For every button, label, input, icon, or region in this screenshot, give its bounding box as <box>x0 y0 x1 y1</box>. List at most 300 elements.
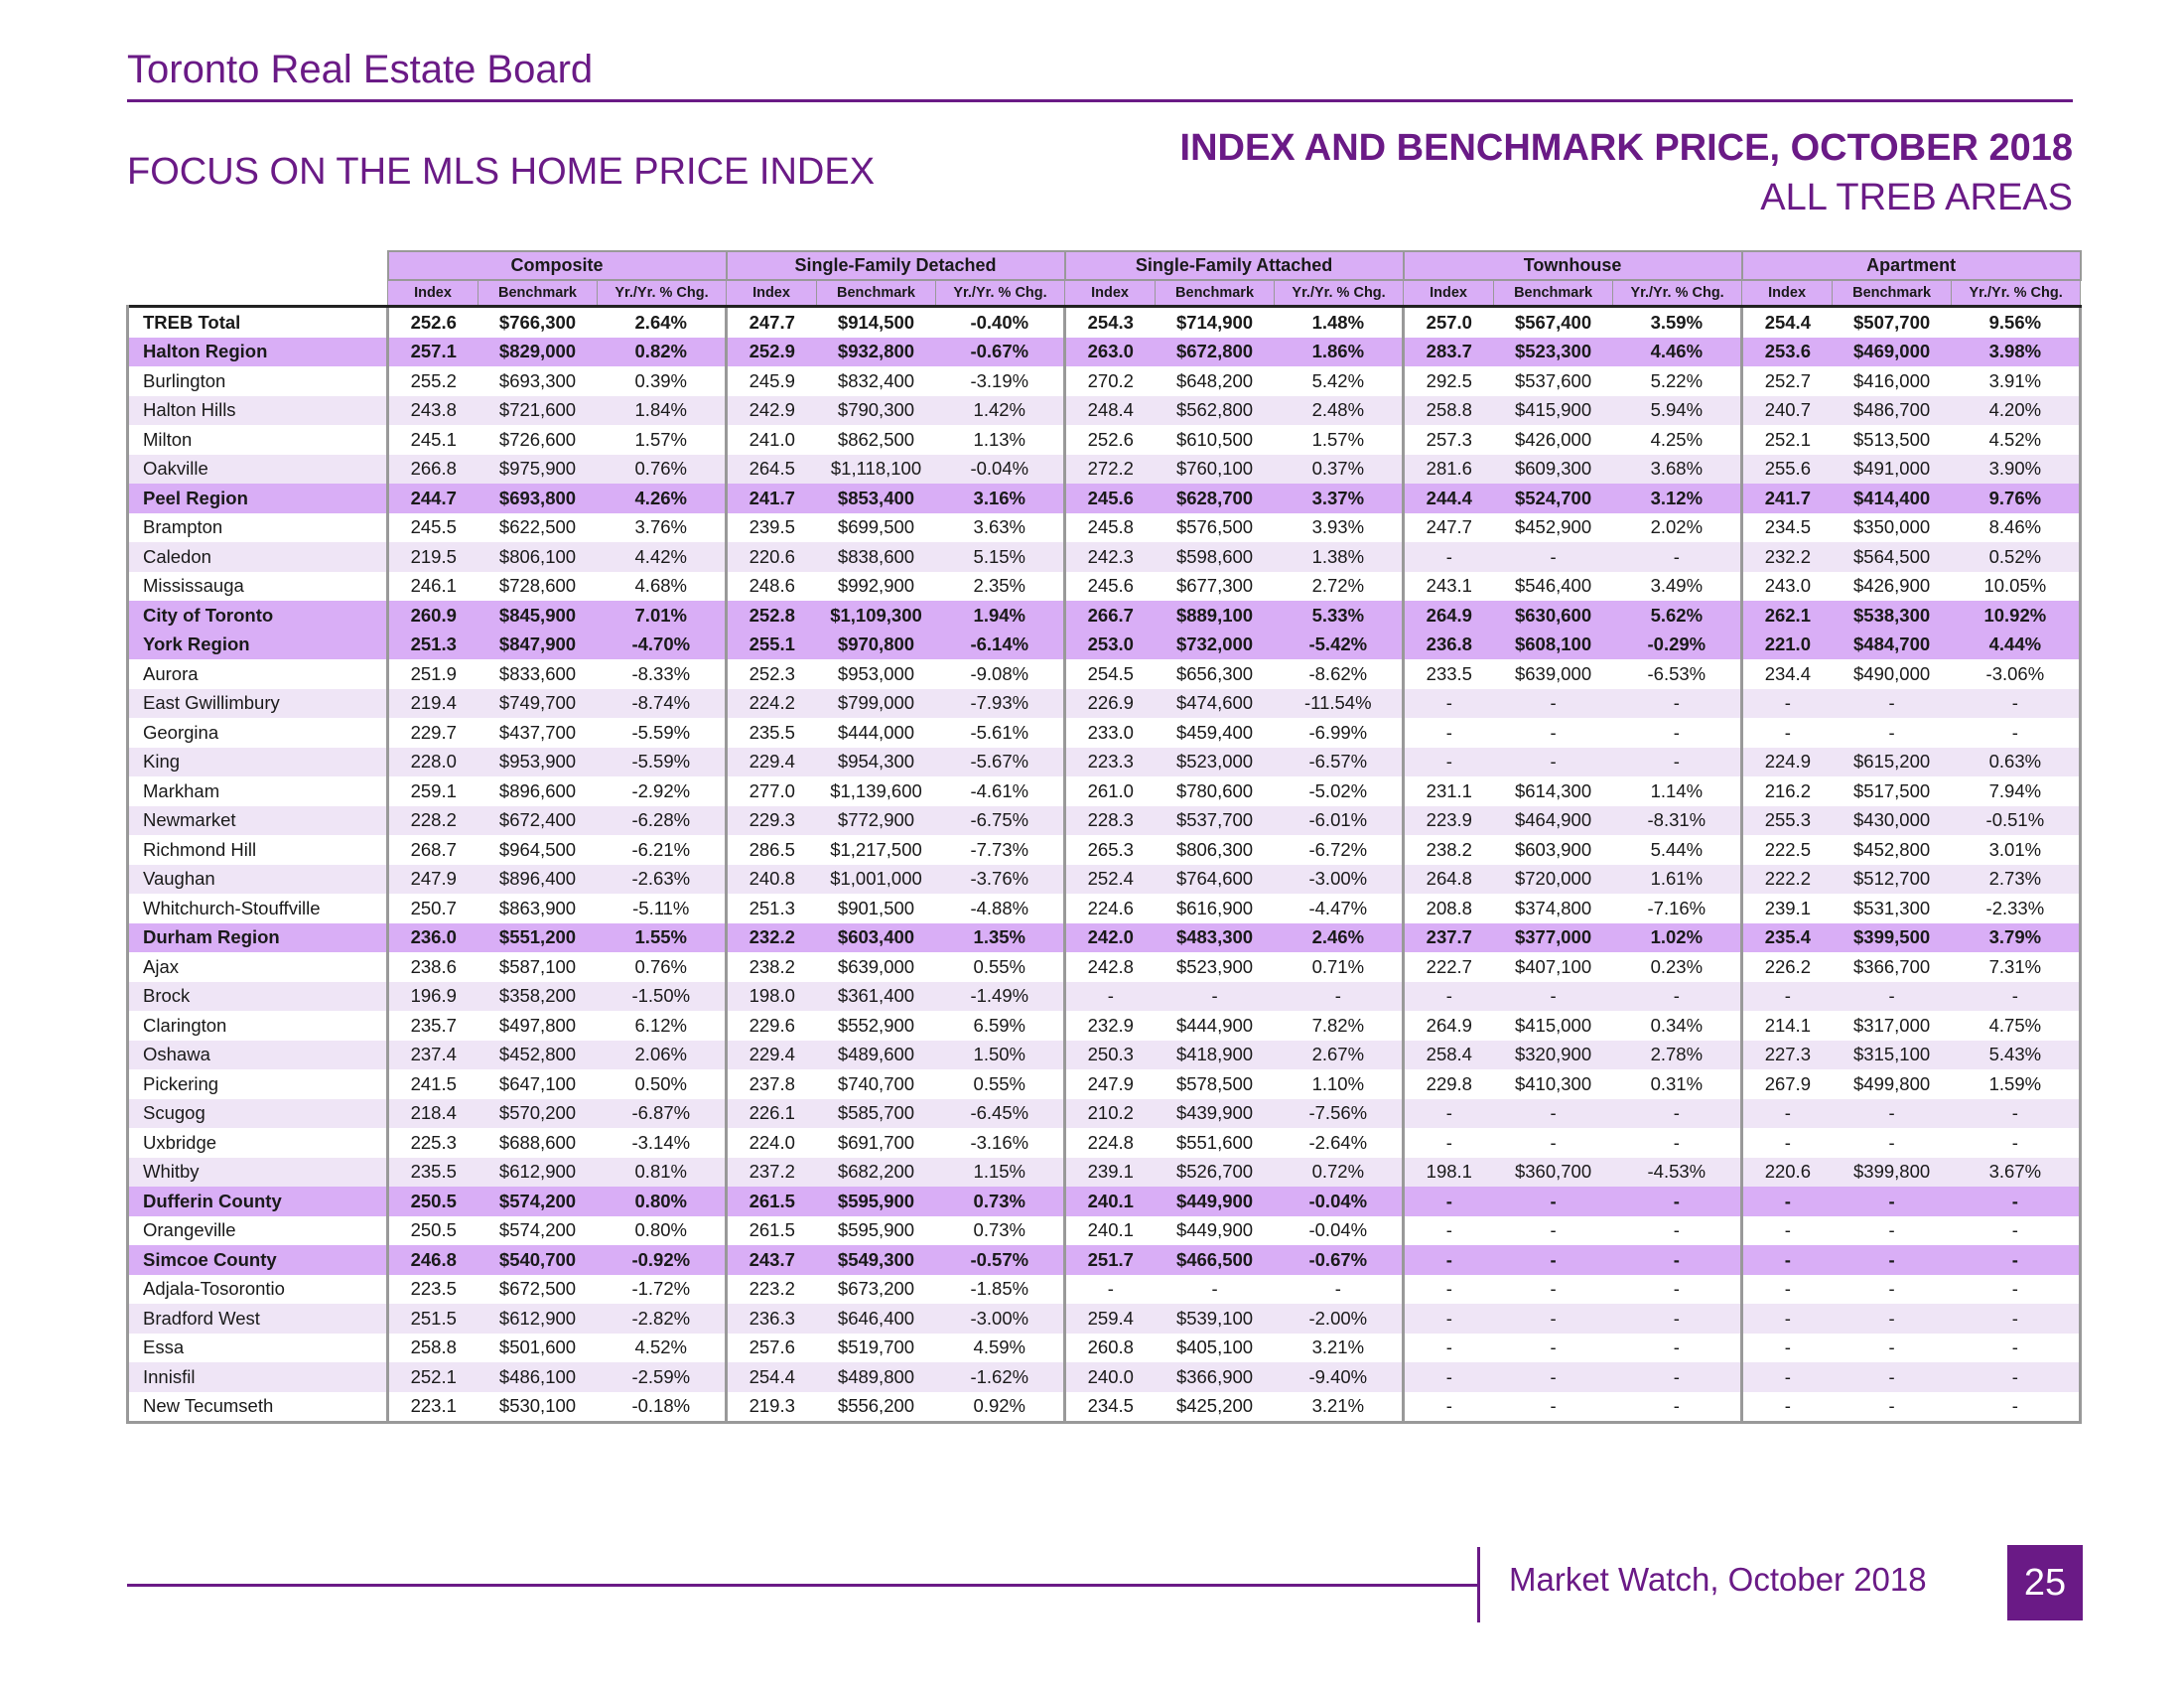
table-cell: $489,600 <box>817 1041 936 1070</box>
table-cell: $526,700 <box>1156 1158 1275 1188</box>
table-cell: 245.1 <box>388 425 478 455</box>
table-cell: -1.62% <box>936 1362 1065 1392</box>
table-cell: -3.00% <box>1275 865 1404 895</box>
table-cell: $964,500 <box>478 835 598 865</box>
table-cell: $970,800 <box>817 631 936 660</box>
group-header: Single-Family Detached <box>727 251 1065 280</box>
table-cell: -4.53% <box>1613 1158 1742 1188</box>
table-cell: 2.06% <box>598 1041 727 1070</box>
table-cell: - <box>1742 1216 1833 1246</box>
table-cell: -2.63% <box>598 865 727 895</box>
table-cell: - <box>1613 1362 1742 1392</box>
table-row <box>128 1275 2081 1305</box>
table-cell: 229.4 <box>727 748 817 777</box>
table-cell: $595,900 <box>817 1216 936 1246</box>
table-cell: -3.16% <box>936 1128 1065 1158</box>
table-cell: $612,900 <box>478 1158 598 1188</box>
table-cell: - <box>1494 1275 1613 1305</box>
table-cell: $672,800 <box>1156 338 1275 367</box>
table-cell: - <box>1742 1275 1833 1305</box>
table-cell: 270.2 <box>1065 366 1156 396</box>
table-cell: $551,200 <box>478 923 598 953</box>
table-cell: $486,100 <box>478 1362 598 1392</box>
table-cell: 210.2 <box>1065 1099 1156 1129</box>
table-cell: $449,900 <box>1156 1187 1275 1216</box>
table-cell: 2.72% <box>1275 572 1404 602</box>
region-row <box>128 923 2081 953</box>
table-cell: $780,600 <box>1156 776 1275 806</box>
table-cell: 243.1 <box>1404 572 1494 602</box>
table-row <box>128 1069 2081 1099</box>
column-header: Index <box>1404 280 1494 307</box>
table-cell: -0.57% <box>936 1245 1065 1275</box>
table-cell: $574,200 <box>478 1216 598 1246</box>
area-name: Georgina <box>128 718 388 748</box>
table-cell: - <box>1613 1304 1742 1334</box>
table-row <box>128 982 2081 1012</box>
table-cell: $537,600 <box>1494 366 1613 396</box>
report-title: INDEX AND BENCHMARK PRICE, OCTOBER 2018 <box>1179 127 2073 169</box>
table-cell: $648,200 <box>1156 366 1275 396</box>
table-cell: $361,400 <box>817 982 936 1012</box>
table-row <box>128 1334 2081 1363</box>
table-cell: 3.63% <box>936 513 1065 543</box>
table-cell: 1.61% <box>1613 865 1742 895</box>
table-cell: 266.8 <box>388 455 478 485</box>
table-cell: $466,500 <box>1156 1245 1275 1275</box>
table-cell: $732,000 <box>1156 631 1275 660</box>
table-cell: -3.76% <box>936 865 1065 895</box>
table-cell: 244.4 <box>1404 484 1494 513</box>
table-cell: $760,100 <box>1156 455 1275 485</box>
area-name: Innisfil <box>128 1362 388 1392</box>
table-cell: 224.6 <box>1065 894 1156 923</box>
table-cell: $399,800 <box>1833 1158 1952 1188</box>
table-cell: 3.59% <box>1613 307 1742 338</box>
table-cell: $603,400 <box>817 923 936 953</box>
table-cell: -1.49% <box>936 982 1065 1012</box>
table-cell: 283.7 <box>1404 338 1494 367</box>
table-cell: $512,700 <box>1833 865 1952 895</box>
table-cell: - <box>1833 1099 1952 1129</box>
table-row <box>128 748 2081 777</box>
table-cell: 257.3 <box>1404 425 1494 455</box>
table-cell: 3.68% <box>1613 455 1742 485</box>
table-cell: -3.06% <box>1952 659 2081 689</box>
table-cell: 252.3 <box>727 659 817 689</box>
table-cell: 5.33% <box>1275 601 1404 631</box>
table-cell: - <box>1952 1099 2081 1129</box>
table-cell: 267.9 <box>1742 1069 1833 1099</box>
table-cell: - <box>1742 1362 1833 1392</box>
area-name: Halton Region <box>128 338 388 367</box>
table-cell: $975,900 <box>478 455 598 485</box>
column-header: Benchmark <box>817 280 936 307</box>
table-cell: $699,500 <box>817 513 936 543</box>
table-cell: - <box>1742 718 1833 748</box>
table-cell: 222.2 <box>1742 865 1833 895</box>
table-cell: -4.47% <box>1275 894 1404 923</box>
column-header: Benchmark <box>1156 280 1275 307</box>
table-cell: - <box>1494 1362 1613 1392</box>
table-cell: - <box>1613 1187 1742 1216</box>
publication-name: Market Watch, October 2018 <box>1509 1561 1927 1598</box>
table-cell: 264.5 <box>727 455 817 485</box>
table-cell: 219.5 <box>388 542 478 572</box>
table-cell: 245.8 <box>1065 513 1156 543</box>
table-cell: 10.05% <box>1952 572 2081 602</box>
table-cell: $360,700 <box>1494 1158 1613 1188</box>
table-cell: 0.82% <box>598 338 727 367</box>
table-cell: - <box>1404 1128 1494 1158</box>
table-cell: 258.4 <box>1404 1041 1494 1070</box>
table-row <box>128 1011 2081 1041</box>
table-cell: $863,900 <box>478 894 598 923</box>
area-name: Uxbridge <box>128 1128 388 1158</box>
table-cell: 3.98% <box>1952 338 2081 367</box>
table-cell: 252.7 <box>1742 366 1833 396</box>
table-cell: $562,800 <box>1156 396 1275 426</box>
table-cell: 239.1 <box>1065 1158 1156 1188</box>
table-cell: $1,139,600 <box>817 776 936 806</box>
table-cell: $551,600 <box>1156 1128 1275 1158</box>
table-cell: - <box>1156 982 1275 1012</box>
price-index-table <box>126 250 2082 1424</box>
area-name: Ajax <box>128 952 388 982</box>
table-cell: 219.4 <box>388 689 478 719</box>
table-cell: $320,900 <box>1494 1041 1613 1070</box>
table-cell: -8.33% <box>598 659 727 689</box>
table-cell: $537,700 <box>1156 806 1275 836</box>
table-cell: $691,700 <box>817 1128 936 1158</box>
group-header: Townhouse <box>1404 251 1742 280</box>
table-cell: - <box>1494 1187 1613 1216</box>
area-name: Clarington <box>128 1011 388 1041</box>
table-cell: $426,000 <box>1494 425 1613 455</box>
table-cell: 5.62% <box>1613 601 1742 631</box>
table-cell: - <box>1613 1099 1742 1129</box>
table-cell: 2.48% <box>1275 396 1404 426</box>
table-cell: 2.35% <box>936 572 1065 602</box>
table-cell: 248.6 <box>727 572 817 602</box>
table-cell: - <box>1613 748 1742 777</box>
table-cell: $524,700 <box>1494 484 1613 513</box>
table-cell: -0.40% <box>936 307 1065 338</box>
table-cell: $714,900 <box>1156 307 1275 338</box>
table-cell: $646,400 <box>817 1304 936 1334</box>
table-cell: - <box>1613 1245 1742 1275</box>
table-cell: 251.9 <box>388 659 478 689</box>
table-cell: 0.52% <box>1952 542 2081 572</box>
table-cell: 247.7 <box>1404 513 1494 543</box>
table-cell: $415,900 <box>1494 396 1613 426</box>
table-cell: 198.1 <box>1404 1158 1494 1188</box>
table-cell: $587,100 <box>478 952 598 982</box>
table-cell: 240.0 <box>1065 1362 1156 1392</box>
table-cell: $766,300 <box>478 307 598 338</box>
table-cell: $501,600 <box>478 1334 598 1363</box>
table-cell: 228.2 <box>388 806 478 836</box>
table-row <box>128 1392 2081 1423</box>
table-cell: 9.76% <box>1952 484 2081 513</box>
table-cell: $425,200 <box>1156 1392 1275 1423</box>
table-cell: 242.0 <box>1065 923 1156 953</box>
table-cell: 6.59% <box>936 1011 1065 1041</box>
table-cell: 7.94% <box>1952 776 2081 806</box>
table-cell: 196.9 <box>388 982 478 1012</box>
table-cell: 1.15% <box>936 1158 1065 1188</box>
table-cell: $749,700 <box>478 689 598 719</box>
table-cell: -5.61% <box>936 718 1065 748</box>
table-cell: $484,700 <box>1833 631 1952 660</box>
table-cell: -2.00% <box>1275 1304 1404 1334</box>
table-cell: 224.2 <box>727 689 817 719</box>
table-cell: $853,400 <box>817 484 936 513</box>
table-cell: 224.0 <box>727 1128 817 1158</box>
area-name: City of Toronto <box>128 601 388 631</box>
table-cell: $889,100 <box>1156 601 1275 631</box>
table-cell: $953,000 <box>817 659 936 689</box>
table-cell: 1.48% <box>1275 307 1404 338</box>
table-cell: $639,000 <box>1494 659 1613 689</box>
table-cell: $1,001,000 <box>817 865 936 895</box>
table-row <box>128 952 2081 982</box>
table-cell: - <box>1742 1392 1833 1423</box>
table-cell: 222.5 <box>1742 835 1833 865</box>
table-row <box>128 425 2081 455</box>
table-cell: 247.7 <box>727 307 817 338</box>
table-cell: 255.3 <box>1742 806 1833 836</box>
table-cell: 228.0 <box>388 748 478 777</box>
table-row <box>128 718 2081 748</box>
table-cell: 4.20% <box>1952 396 2081 426</box>
table-cell: 0.39% <box>598 366 727 396</box>
table-cell: -8.31% <box>1613 806 1742 836</box>
area-name: Orangeville <box>128 1216 388 1246</box>
table-cell: 243.8 <box>388 396 478 426</box>
table-cell: 261.0 <box>1065 776 1156 806</box>
table-cell: $612,900 <box>478 1304 598 1334</box>
table-cell: -4.70% <box>598 631 727 660</box>
area-name: Brampton <box>128 513 388 543</box>
table-cell: 242.9 <box>727 396 817 426</box>
table-cell: - <box>1833 1245 1952 1275</box>
table-cell: - <box>1494 689 1613 719</box>
table-cell: $932,800 <box>817 338 936 367</box>
table-cell: 4.26% <box>598 484 727 513</box>
table-cell: - <box>1833 689 1952 719</box>
table-cell: - <box>1952 1334 2081 1363</box>
table-cell: 244.7 <box>388 484 478 513</box>
table-cell: 243.0 <box>1742 572 1833 602</box>
table-cell: 2.02% <box>1613 513 1742 543</box>
table-cell: -0.04% <box>1275 1216 1404 1246</box>
table-cell: - <box>1833 982 1952 1012</box>
table-cell: $556,200 <box>817 1392 936 1423</box>
table-cell: - <box>1404 1304 1494 1334</box>
table-cell: 1.35% <box>936 923 1065 953</box>
table-cell: - <box>1494 1304 1613 1334</box>
table-cell: $531,300 <box>1833 894 1952 923</box>
table-cell: $358,200 <box>478 982 598 1012</box>
area-name: Vaughan <box>128 865 388 895</box>
table-cell: 261.5 <box>727 1216 817 1246</box>
column-header: Yr./Yr. % Chg. <box>936 280 1065 307</box>
region-row <box>128 1187 2081 1216</box>
table-cell: 3.76% <box>598 513 727 543</box>
table-cell: $677,300 <box>1156 572 1275 602</box>
table-cell: -6.45% <box>936 1099 1065 1129</box>
table-cell: 0.80% <box>598 1187 727 1216</box>
table-cell: 3.67% <box>1952 1158 2081 1188</box>
table-cell: $610,500 <box>1156 425 1275 455</box>
table-cell: - <box>1613 1392 1742 1423</box>
table-cell: 3.49% <box>1613 572 1742 602</box>
table-cell: 5.44% <box>1613 835 1742 865</box>
table-cell: 240.7 <box>1742 396 1833 426</box>
table-cell: $672,400 <box>478 806 598 836</box>
table-cell: 233.0 <box>1065 718 1156 748</box>
table-cell: - <box>1404 689 1494 719</box>
table-cell: 219.3 <box>727 1392 817 1423</box>
table-cell: 4.52% <box>598 1334 727 1363</box>
area-name: Pickering <box>128 1069 388 1099</box>
footer-rule <box>127 1584 1479 1587</box>
table-cell: $464,900 <box>1494 806 1613 836</box>
table-cell: - <box>1742 1187 1833 1216</box>
area-name: Oakville <box>128 455 388 485</box>
table-cell: 255.2 <box>388 366 478 396</box>
table-cell: 227.3 <box>1742 1041 1833 1070</box>
table-cell: 268.7 <box>388 835 478 865</box>
table-cell: 237.4 <box>388 1041 478 1070</box>
table-cell: 237.8 <box>727 1069 817 1099</box>
table-cell: - <box>1952 718 2081 748</box>
table-cell: 254.4 <box>727 1362 817 1392</box>
table-cell: - <box>1613 1216 1742 1246</box>
table-cell: 4.42% <box>598 542 727 572</box>
table-cell: 0.55% <box>936 952 1065 982</box>
table-cell: 223.3 <box>1065 748 1156 777</box>
table-cell: 232.2 <box>1742 542 1833 572</box>
table-cell: 4.75% <box>1952 1011 2081 1041</box>
table-cell: - <box>1952 689 2081 719</box>
table-cell: 251.3 <box>727 894 817 923</box>
table-cell: $315,100 <box>1833 1041 1952 1070</box>
table-cell: $452,800 <box>1833 835 1952 865</box>
table-cell: $517,500 <box>1833 776 1952 806</box>
group-header-row <box>128 251 2081 280</box>
table-cell: - <box>1952 1216 2081 1246</box>
table-cell: - <box>1952 1187 2081 1216</box>
area-name: Newmarket <box>128 806 388 836</box>
table-cell: 252.9 <box>727 338 817 367</box>
table-cell: -0.18% <box>598 1392 727 1423</box>
table-cell: 1.42% <box>936 396 1065 426</box>
column-header: Index <box>727 280 817 307</box>
table-cell: 238.2 <box>1404 835 1494 865</box>
table-cell: $523,000 <box>1156 748 1275 777</box>
table-cell: 265.3 <box>1065 835 1156 865</box>
column-header: Index <box>1065 280 1156 307</box>
table-cell: 250.5 <box>388 1187 478 1216</box>
area-name: York Region <box>128 631 388 660</box>
table-cell: - <box>1404 748 1494 777</box>
table-cell: 1.84% <box>598 396 727 426</box>
table-cell: -5.42% <box>1275 631 1404 660</box>
table-cell: 242.8 <box>1065 952 1156 982</box>
table-cell: $615,200 <box>1833 748 1952 777</box>
table-cell: - <box>1494 1334 1613 1363</box>
table-cell: - <box>1494 1128 1613 1158</box>
table-cell: - <box>1952 1275 2081 1305</box>
table-cell: -11.54% <box>1275 689 1404 719</box>
table-cell: - <box>1494 1392 1613 1423</box>
table-cell: $721,600 <box>478 396 598 426</box>
table-cell: 4.68% <box>598 572 727 602</box>
table-cell: 241.7 <box>1742 484 1833 513</box>
region-row <box>128 631 2081 660</box>
table-cell: -1.72% <box>598 1275 727 1305</box>
table-cell: 3.93% <box>1275 513 1404 543</box>
table-cell: $439,900 <box>1156 1099 1275 1129</box>
table-cell: -6.99% <box>1275 718 1404 748</box>
area-name: Peel Region <box>128 484 388 513</box>
table-cell: 0.73% <box>936 1187 1065 1216</box>
table-cell: $1,118,100 <box>817 455 936 485</box>
table-cell: $483,300 <box>1156 923 1275 953</box>
table-cell: -0.67% <box>936 338 1065 367</box>
table-cell: 5.22% <box>1613 366 1742 396</box>
table-cell: 5.42% <box>1275 366 1404 396</box>
column-header: Yr./Yr. % Chg. <box>1952 280 2081 307</box>
table-cell: -6.57% <box>1275 748 1404 777</box>
column-header: Benchmark <box>1494 280 1613 307</box>
area-name: Oshawa <box>128 1041 388 1070</box>
table-cell: 236.8 <box>1404 631 1494 660</box>
table-cell: 1.14% <box>1613 776 1742 806</box>
table-cell: 3.21% <box>1275 1392 1404 1423</box>
table-cell: 220.6 <box>1742 1158 1833 1188</box>
header-rule <box>127 99 2073 102</box>
table-cell: 266.7 <box>1065 601 1156 631</box>
table-cell: 238.2 <box>727 952 817 982</box>
area-name: King <box>128 748 388 777</box>
table-cell: $410,300 <box>1494 1069 1613 1099</box>
table-cell: $513,500 <box>1833 425 1952 455</box>
table-cell: 0.31% <box>1613 1069 1742 1099</box>
table-cell: -9.40% <box>1275 1362 1404 1392</box>
table-cell: - <box>1613 1334 1742 1363</box>
table-cell: $832,400 <box>817 366 936 396</box>
table-cell: 1.57% <box>598 425 727 455</box>
table-cell: -5.11% <box>598 894 727 923</box>
table-cell: $764,600 <box>1156 865 1275 895</box>
table-cell: 3.90% <box>1952 455 2081 485</box>
table-cell: $901,500 <box>817 894 936 923</box>
table-cell: - <box>1404 1245 1494 1275</box>
table-cell: 264.9 <box>1404 601 1494 631</box>
table-cell: 221.0 <box>1742 631 1833 660</box>
table-cell: - <box>1404 1392 1494 1423</box>
table-cell: $538,300 <box>1833 601 1952 631</box>
table-cell: 252.1 <box>1742 425 1833 455</box>
table-cell: 1.86% <box>1275 338 1404 367</box>
area-name: Adjala-Tosorontio <box>128 1275 388 1305</box>
table-cell: $507,700 <box>1833 307 1952 338</box>
table-cell: 234.4 <box>1742 659 1833 689</box>
table-cell: $772,900 <box>817 806 936 836</box>
